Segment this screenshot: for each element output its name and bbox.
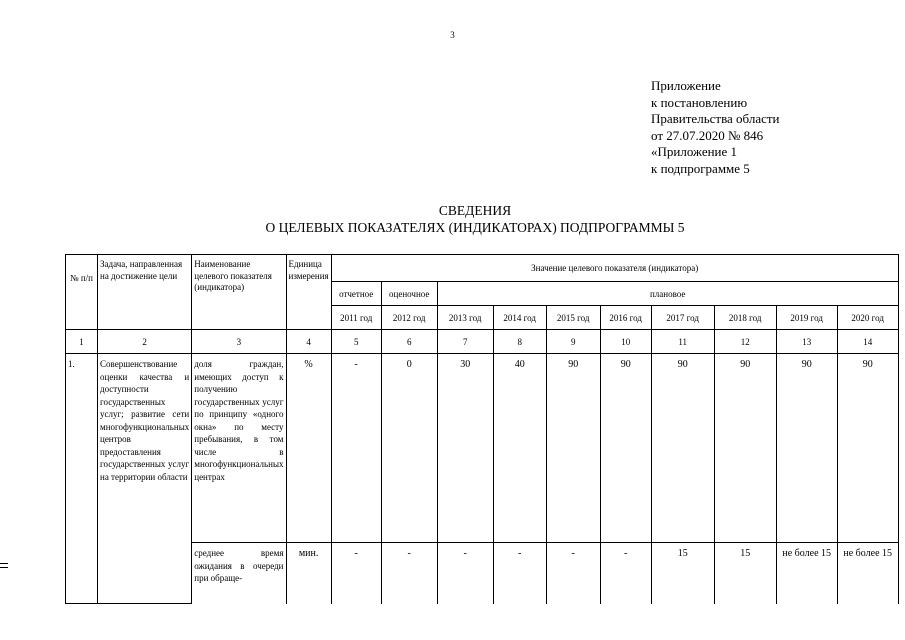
value-cell: - xyxy=(381,543,437,604)
value-cell: 90 xyxy=(651,354,714,543)
column-number: 5 xyxy=(331,330,381,354)
value-cell: - xyxy=(600,543,651,604)
header-year: 2014 год xyxy=(493,306,546,330)
row-number: 1. xyxy=(66,354,98,604)
unit-cell: мин. xyxy=(286,543,331,604)
value-cell: 90 xyxy=(600,354,651,543)
column-number: 8 xyxy=(493,330,546,354)
value-cell: - xyxy=(331,543,381,604)
value-cell: 40 xyxy=(493,354,546,543)
header-value-group: Значение целевого показателя (индикатора) xyxy=(331,255,898,282)
value-cell: 30 xyxy=(437,354,493,543)
header-year: 2018 год xyxy=(714,306,776,330)
header-year: 2016 год xyxy=(600,306,651,330)
value-cell: не более 15 xyxy=(837,543,898,604)
appendix-line: к подпрограмме 5 xyxy=(651,160,750,176)
document-title: СВЕДЕНИЯ xyxy=(438,203,512,218)
value-cell: 90 xyxy=(837,354,898,543)
header-year: 2013 год xyxy=(437,306,493,330)
page-number: 3 xyxy=(450,30,455,40)
value-cell: 15 xyxy=(651,543,714,604)
column-number: 13 xyxy=(776,330,837,354)
header-year: 2020 год xyxy=(837,306,898,330)
value-cell: - xyxy=(331,354,381,543)
column-number: 11 xyxy=(651,330,714,354)
header-estimated: оценочное xyxy=(381,282,437,306)
indicator-cell: доля граждан, имеющих доступ к получению государственных услуг по принципу «одного окна» по месту пребывания, в том числе в многофункциональных центрах xyxy=(192,354,286,543)
unit-cell: % xyxy=(286,354,331,543)
column-number: 4 xyxy=(286,330,331,354)
indicator-cell: среднее время ожидания в очереди при обраще- xyxy=(192,543,286,604)
margin-marks xyxy=(0,563,8,571)
column-number: 7 xyxy=(437,330,493,354)
column-number: 9 xyxy=(546,330,600,354)
header-num: № п/п xyxy=(66,255,98,330)
margin-mark xyxy=(0,563,8,564)
appendix-line: от 27.07.2020 № 846 xyxy=(651,127,764,143)
value-cell: 90 xyxy=(546,354,600,543)
column-number: 12 xyxy=(714,330,776,354)
column-number: 3 xyxy=(192,330,286,354)
document-subtitle: О ЦЕЛЕВЫХ ПОКАЗАТЕЛЯХ (ИНДИКАТОРАХ) ПОДПРОГРАММЫ 5 xyxy=(265,220,685,235)
header-year: 2015 год xyxy=(546,306,600,330)
header-planned: плановое xyxy=(437,282,898,306)
value-cell: - xyxy=(546,543,600,604)
header-year: 2019 год xyxy=(776,306,837,330)
header-unit: Единица измерения xyxy=(286,255,331,330)
header-year: 2017 год xyxy=(651,306,714,330)
value-cell: не более 15 xyxy=(776,543,837,604)
appendix-line: Приложение xyxy=(651,78,721,93)
appendix-line: Правительства области xyxy=(651,111,780,126)
value-cell: - xyxy=(493,543,546,604)
column-number: 6 xyxy=(381,330,437,354)
appendix-line: к постановлению xyxy=(651,94,748,110)
header-year: 2012 год xyxy=(381,306,437,330)
header-reporting: отчетное xyxy=(331,282,381,306)
column-number: 14 xyxy=(837,330,898,354)
column-number: 2 xyxy=(98,330,192,354)
table-row xyxy=(66,354,899,543)
margin-mark xyxy=(0,567,8,568)
value-cell: - xyxy=(437,543,493,604)
value-cell: 0 xyxy=(381,354,437,543)
value-cell: 90 xyxy=(776,354,837,543)
value-cell: 15 xyxy=(714,543,776,604)
indicators-table xyxy=(65,254,899,604)
task-cell: Совершенствование оценки качества и доступности государственных услуг; развитие сети многофункциональных центров предоставления государственных услуг на территории области xyxy=(98,354,192,604)
header-task: Задача, направленная на достижение цели xyxy=(98,255,192,330)
column-number: 1 xyxy=(66,330,98,354)
value-cell: 90 xyxy=(714,354,776,543)
appendix-block xyxy=(651,78,780,177)
column-number: 10 xyxy=(600,330,651,354)
header-year: 2011 год xyxy=(331,306,381,330)
header-indicator: Наименование целевого показателя (индикатора) xyxy=(192,255,286,330)
appendix-line: «Приложение 1 xyxy=(651,144,738,159)
